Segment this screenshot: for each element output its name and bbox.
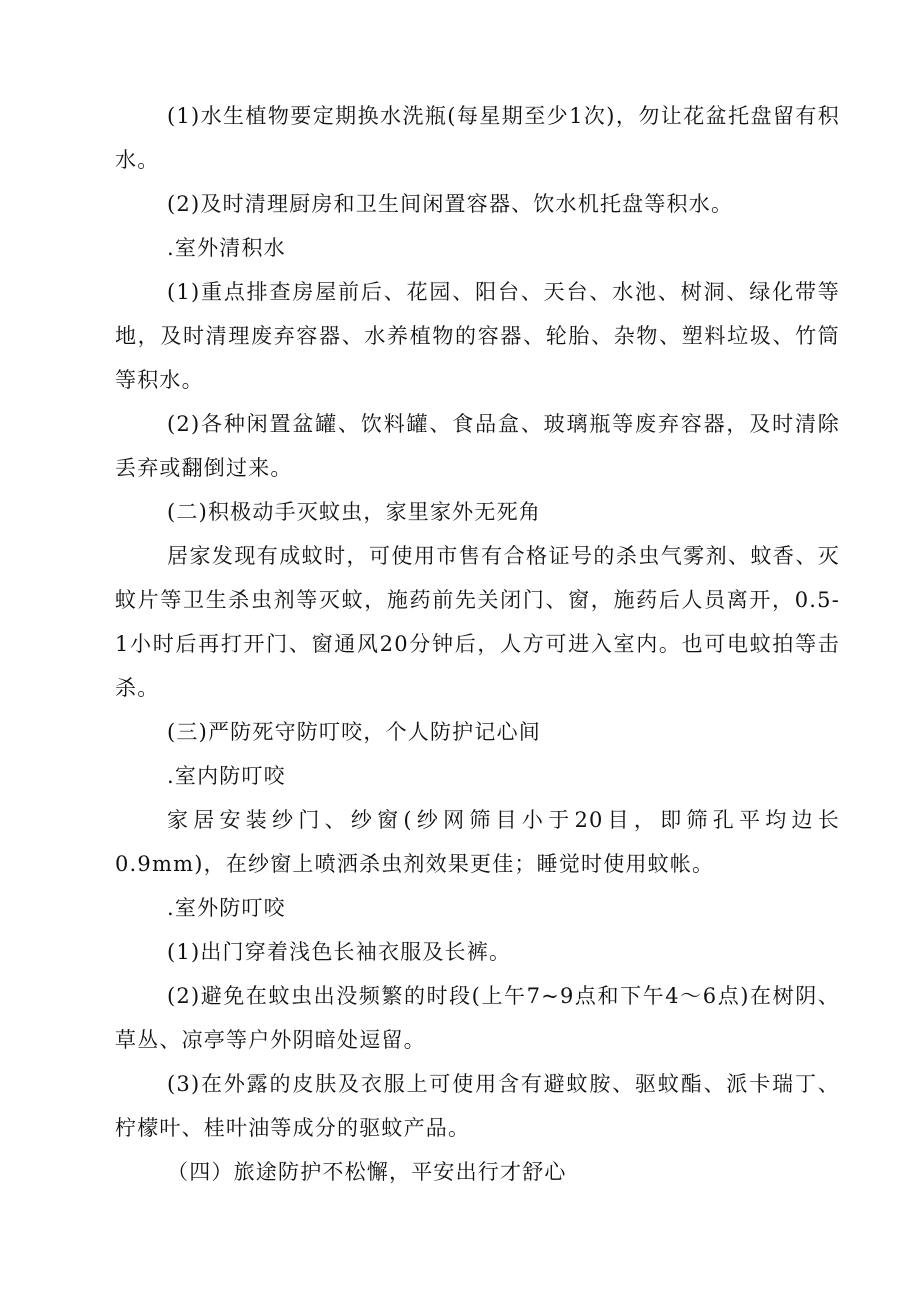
paragraph-outdoor-inspection: (1)重点排查房屋前后、花园、阳台、天台、水池、树洞、绿化带等地，及时清理废弃容器、水养植物的容器、轮胎、杂物、塑料垃圾、竹筒等积水。	[115, 280, 840, 392]
paragraph-water-plants: (1)水生植物要定期换水洗瓶(每星期至少1次)，勿让花盆托盘留有积水。	[115, 104, 840, 172]
section-heading-bite-prevention: (三)严防死守防叮咬，个人防护记心间	[167, 720, 541, 744]
paragraph-screens-nets: 家居安装纱门、纱窗(纱网筛目小于20目，即筛孔平均边长0.9mm)，在纱窗上喷洒杀虫剂效果更佳；睡觉时使用蚊帐。	[115, 808, 840, 876]
subheading-indoor-bite-prevention: .室内防叮咬	[167, 764, 286, 788]
paragraph-repellents: (3)在外露的皮肤及衣服上可使用含有避蚊胺、驱蚊酯、派卡瑞丁、柠檬叶、桂叶油等成分的驱蚊产品。	[115, 1072, 840, 1140]
section-heading-travel-protection: （四）旅途防护不松懈，平安出行才舒心	[167, 1160, 567, 1184]
paragraph-idle-containers: (2)各种闲置盆罐、饮料罐、食品盒、玻璃瓶等废弃容器，及时清除丢弃或翻倒过来。	[115, 412, 840, 480]
paragraph-clothing: (1)出门穿着浅色长袖衣服及长裤。	[167, 940, 512, 964]
paragraph-kitchen-containers: (2)及时清理厨房和卫生间闲置容器、饮水机托盘等积水。	[167, 192, 734, 216]
paragraph-avoid-peak-times: (2)避免在蚊虫出没频繁的时段(上午7~9点和下午4〜6点)在树阴、草丛、凉亭等户外阴暗处逗留。	[115, 984, 840, 1052]
document-body	[115, 94, 840, 1194]
subheading-outdoor-water: .室外清积水	[167, 236, 286, 260]
section-heading-mosquito-control: (二)积极动手灭蚊虫，家里家外无死角	[167, 500, 541, 524]
paragraph-home-mosquito-control: 居家发现有成蚊时，可使用市售有合格证号的杀虫气雾剂、蚊香、灭蚊片等卫生杀虫剂等灭蚊，施药前先关闭门、窗，施药后人员离开，0.5-1小时后再打开门、窗通风20分钟后，人方可进入室内。也可电蚊拍等击杀。	[115, 544, 840, 700]
subheading-outdoor-bite-prevention: .室外防叮咬	[167, 896, 286, 920]
